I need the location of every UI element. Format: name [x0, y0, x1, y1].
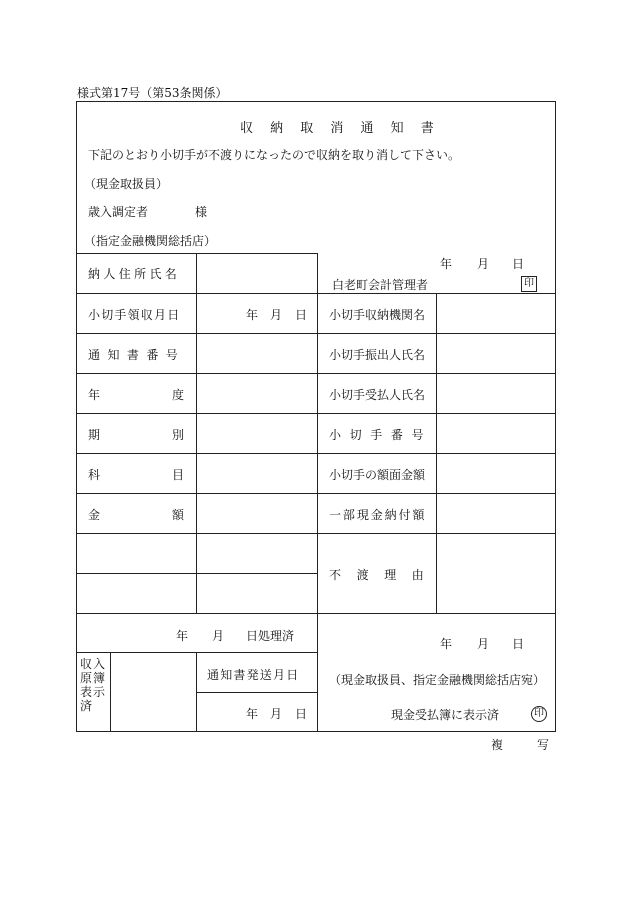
recipient-cash-handler: （現金取扱員） [84, 177, 169, 191]
label-check-payee: 小切手受払人氏名 [329, 388, 426, 402]
label-payer [88, 265, 184, 282]
bottom-date-month: 月 [477, 637, 490, 651]
label-partial-cash: 一部現金納付額 [329, 508, 427, 522]
label-subject-b: 目 [171, 468, 184, 482]
label-period-a: 期 [88, 428, 101, 442]
send-date-year: 年 [246, 707, 259, 721]
processed-label: 日処理済 [246, 629, 295, 643]
receipt-date-year: 年 [246, 308, 259, 322]
label-payer-text: 納人住所氏名 [88, 267, 181, 281]
label-check-face-amount: 小切手の額面金額 [329, 468, 426, 482]
label-check-bank: 小切手収納機関名 [329, 308, 426, 322]
copy-label-b: 写 [536, 738, 549, 752]
intro-text: 下記のとおり小切手が不渡りになったので収納を取り消して下さい。 [88, 148, 461, 162]
form-title: 収 納 取 消 通 知 書 [240, 121, 441, 136]
receipt-date-day: 日 [295, 308, 308, 322]
label-check-receipt-date: 小切手領収月日 [88, 308, 181, 322]
label-notice-number: 通知書番号 [88, 348, 186, 362]
label-check-drawer: 小切手振出人氏名 [329, 348, 426, 362]
header-date-day: 日 [512, 257, 525, 271]
label-amount-b: 額 [171, 508, 184, 522]
bottom-seal: 印 [531, 706, 547, 722]
issuer-name: 白老町会計管理者 [332, 278, 429, 292]
copy-label [491, 736, 549, 753]
bottom-date-day: 日 [512, 637, 525, 651]
header-date-year: 年 [440, 257, 453, 271]
label-check-number: 小切手番号 [329, 428, 433, 442]
receipt-date-month: 月 [270, 308, 283, 322]
label-fiscal-year-b: 度 [171, 388, 184, 402]
copy-label-a: 複 [491, 738, 504, 752]
ledger-label-text: 収入原簿表示済 [80, 657, 107, 713]
label-amount-a: 金 [88, 508, 101, 522]
label-notice-send-date: 通知書発送月日 [207, 668, 300, 682]
bottom-addressee: （現金取扱員、指定金融機関総括店宛） [329, 673, 546, 687]
bottom-date-year: 年 [440, 637, 453, 651]
recipient-bank: （指定金融機関総括店） [84, 234, 217, 248]
label-amount [88, 506, 184, 523]
label-period-b: 別 [171, 428, 184, 442]
ledger-label [80, 657, 108, 729]
label-fiscal-year [88, 386, 184, 403]
issuer-seal: 印 [521, 276, 537, 292]
send-date-day: 日 [295, 707, 308, 721]
form-number: 様式第17号（第53条関係） [77, 86, 228, 100]
label-fiscal-year-a: 年 [88, 388, 101, 402]
label-subject [88, 466, 184, 483]
label-subject-a: 科 [88, 468, 101, 482]
label-reason: 不渡理由 [329, 568, 440, 582]
recipient-sama: 様 [195, 205, 208, 219]
label-period [88, 426, 184, 443]
cash-ledger-label: 現金受払簿に表示済 [391, 708, 500, 722]
header-date-month: 月 [477, 257, 490, 271]
processed-month: 月 [212, 629, 225, 643]
send-date-month: 月 [270, 707, 283, 721]
recipient-revenue-officer: 歳入調定者 [88, 205, 149, 219]
processed-year: 年 [176, 629, 189, 643]
